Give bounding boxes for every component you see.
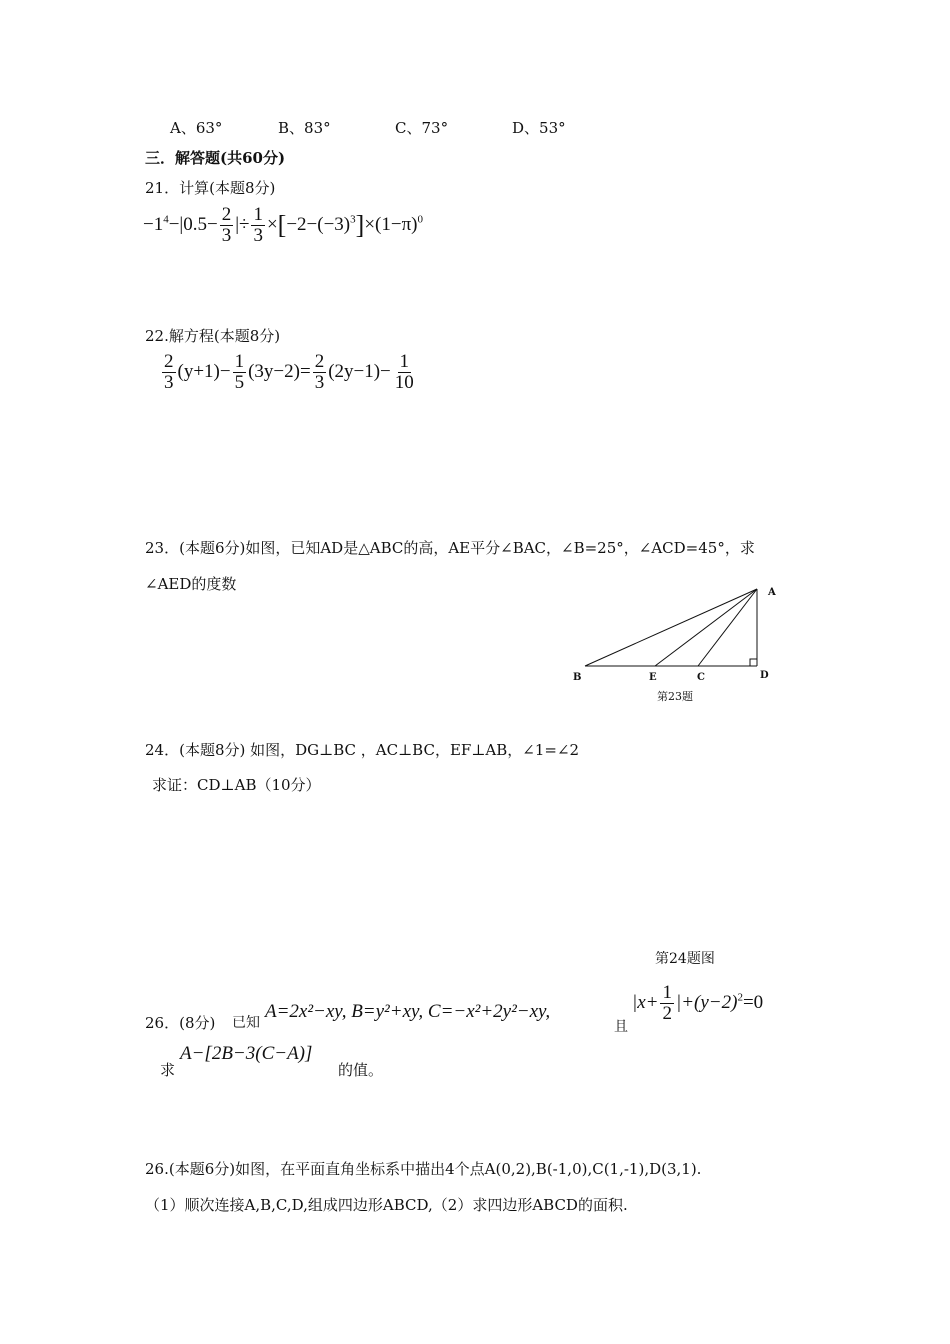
q26b-line1: 26.(本题6分)如图，在平面直角坐标系中描出4个点A(0,2),B(-1,0),C(1,-1),D(3,1).: [145, 1160, 702, 1178]
figure-caption-24: 第24题图: [655, 951, 715, 967]
q26a-definitions: A=2x²−xy, B=y²+xy, C=−x²+2y²−xy,: [265, 1001, 551, 1022]
right-angle-mark: [750, 659, 757, 666]
q23-line2: ∠AED的度数: [145, 575, 237, 593]
q26a-and: 且: [614, 1019, 628, 1035]
label-b: B: [573, 672, 582, 683]
q26a-condition: |x+ $\frac{1}{2}$ $|+(y-2)^2=0$: [632, 982, 764, 1024]
option-a: A、63°: [170, 119, 223, 137]
q24-line1: 24．(本题8分) 如图，DG⊥BC ，AC⊥BC，EF⊥AB，∠1=∠2: [145, 741, 580, 759]
q26a-ask-expression: A−[2B−3(C−A)]: [180, 1043, 313, 1064]
option-d: D、53°: [512, 119, 566, 137]
section-heading: 三．解答题(共60分): [145, 149, 286, 167]
line-ac: [698, 589, 757, 666]
label-d: D: [760, 670, 769, 681]
q26a-given: 已知: [232, 1015, 260, 1031]
q24-line2: 求证：CD⊥AB（10分）: [152, 776, 321, 794]
q21-expression: $-1^4-|0.5-$ $\frac{2}{3}$ |÷ $\frac{1}{3}$ $\times[-2-(-3)^3]\times(1-\pi)^0$: [143, 204, 423, 246]
q22-equation: $\frac{2}{3}$ (y+1)− $\frac{1}{5}$ (3y−2)= $\frac{2}{3}$ (2y−1)− $\frac{1}{10}$: [164, 351, 414, 393]
label-e: E: [649, 672, 657, 683]
q26a-label: 26．(8分): [145, 1014, 216, 1032]
q23-line1: 23．(本题6分)如图，已知AD是△ABC的高，AE平分∠BAC，∠B=25°，∠ACD=45°，求: [145, 539, 755, 557]
q26b-line2: （1）顺次连接A,B,C,D,组成四边形ABCD,（2）求四边形ABCD的面积.: [145, 1196, 628, 1214]
option-b: B、83°: [278, 119, 331, 137]
label-c: C: [697, 672, 705, 683]
q26a-ask-tail: 的值。: [338, 1061, 384, 1079]
triangle-figure-23: [560, 580, 800, 710]
q26a-ask: 求: [160, 1061, 176, 1079]
figure-caption-23: 第23题: [657, 690, 693, 703]
option-c: C、73°: [395, 119, 449, 137]
q21-label: 21．计算(本题8分): [145, 179, 276, 197]
q22-label: 22.解方程(本题8分): [145, 327, 281, 345]
label-a: A: [768, 587, 776, 598]
